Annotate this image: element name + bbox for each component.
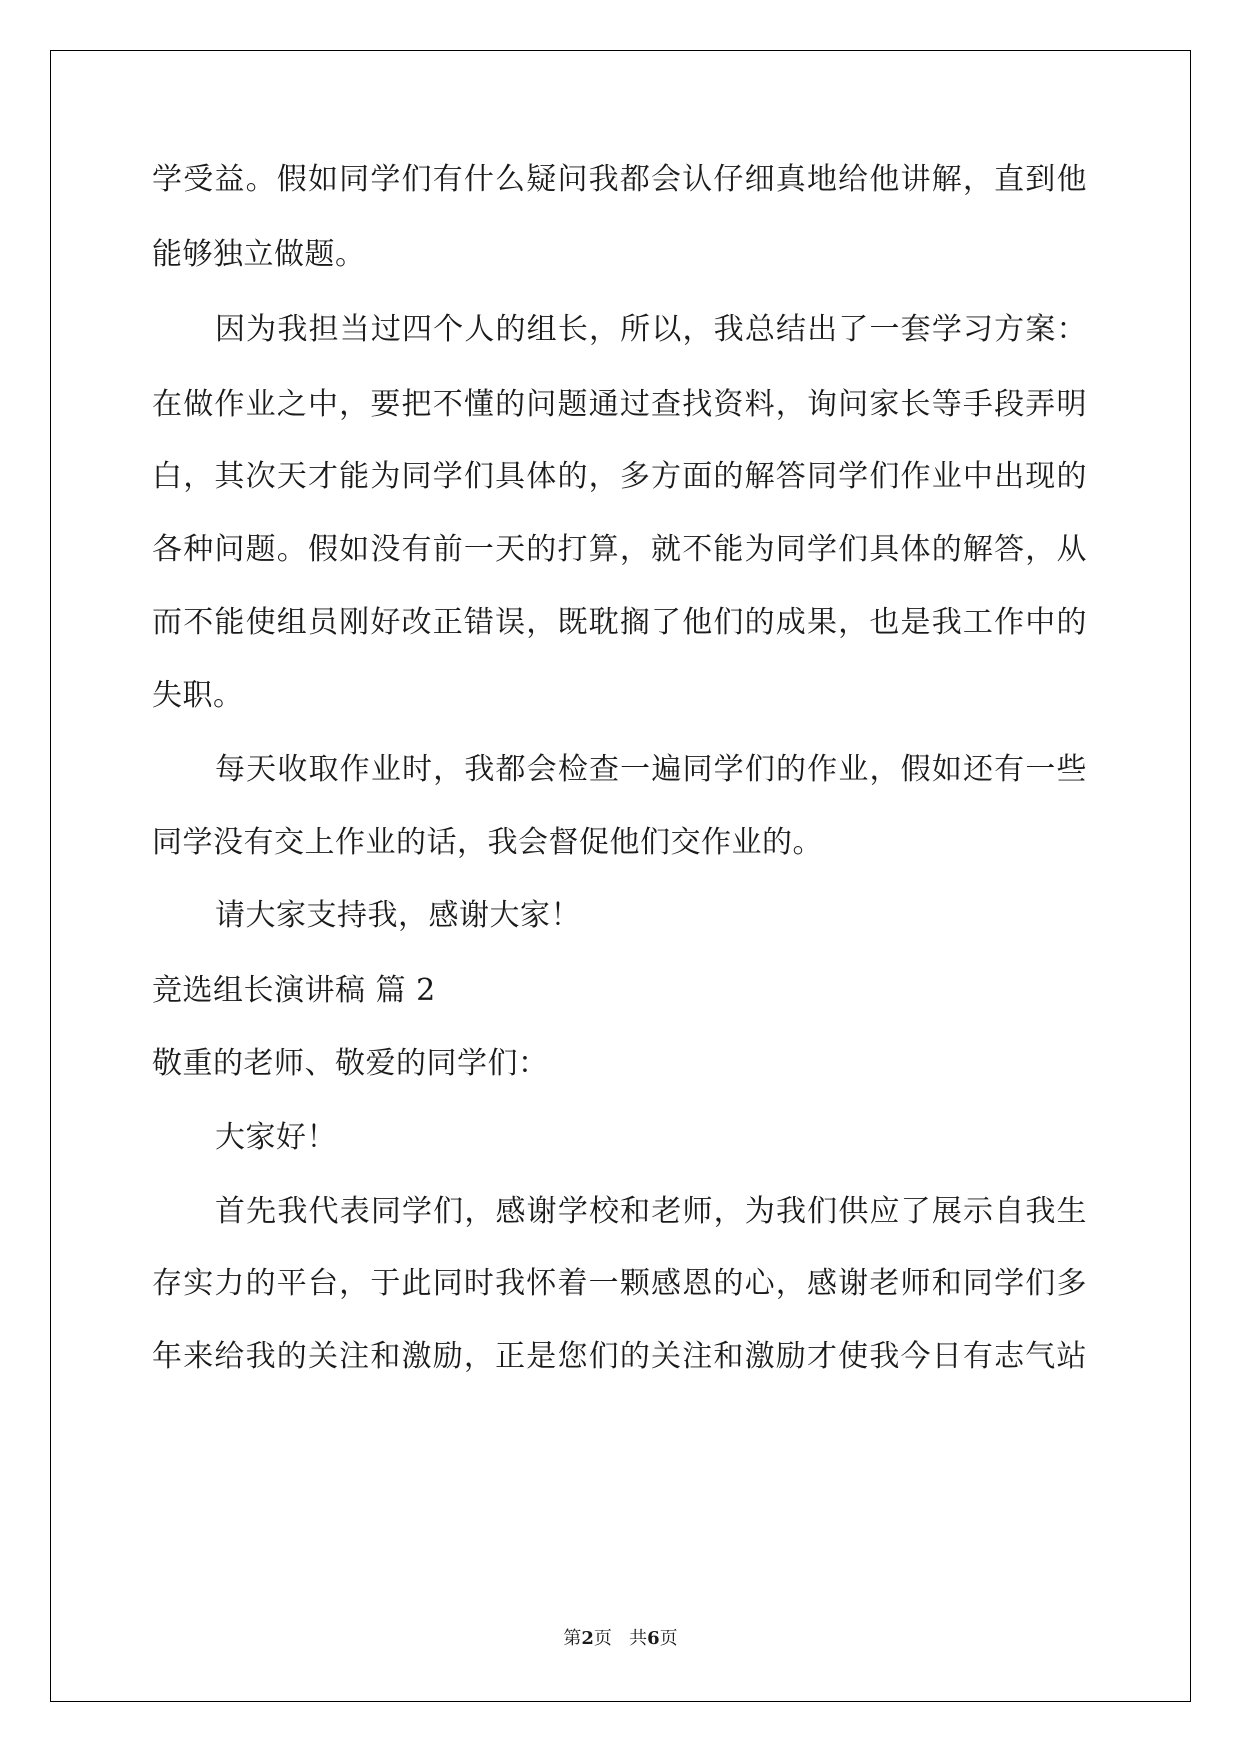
page-border [50,50,1191,1702]
text-line: 失职。 [152,678,244,713]
salutation: 敬重的老师、敬爱的同学们： [152,1046,549,1081]
footer-total-pages: 6 [647,1628,660,1649]
footer-prefix: 第 [563,1628,582,1649]
text-line: 能够独立做题。 [152,237,366,272]
greeting: 大家好！ [215,1120,337,1155]
text-line: 每天收取作业时，我都会检查一遍同学们的作业，假如还有一些 [215,752,1087,787]
section-heading: 竞选组长演讲稿 篇 2 [152,973,436,1008]
footer-suffix: 页 [659,1628,678,1649]
footer-middle: 页 共 [593,1628,648,1649]
text-line: 因为我担当过四个人的组长，所以，我总结出了一套学习方案： [215,312,1087,347]
page-footer [0,1627,1241,1651]
text-line: 同学没有交上作业的话，我会督促他们交作业的。 [152,825,823,860]
text-line: 在做作业之中，要把不懂的问题通过查找资料，询问家长等手段弄明 [152,387,1087,422]
text-line: 各种问题。假如没有前一天的打算，就不能为同学们具体的解答，从 [152,532,1087,567]
text-line: 而不能使组员刚好改正错误，既耽搁了他们的成果，也是我工作中的 [152,605,1087,640]
text-line: 年来给我的关注和激励，正是您们的关注和激励才使我今日有志气站 [152,1339,1087,1374]
text-line: 请大家支持我，感谢大家！ [215,898,581,933]
text-line: 学受益。假如同学们有什么疑问我都会认仔细真地给他讲解，直到他 [152,162,1087,197]
text-line: 白，其次天才能为同学们具体的，多方面的解答同学们作业中出现的 [152,459,1087,494]
footer-current-page: 2 [581,1628,594,1649]
text-line: 存实力的平台，于此同时我怀着一颗感恩的心，感谢老师和同学们多 [152,1266,1087,1301]
text-line: 首先我代表同学们，感谢学校和老师，为我们供应了展示自我生 [215,1194,1087,1229]
